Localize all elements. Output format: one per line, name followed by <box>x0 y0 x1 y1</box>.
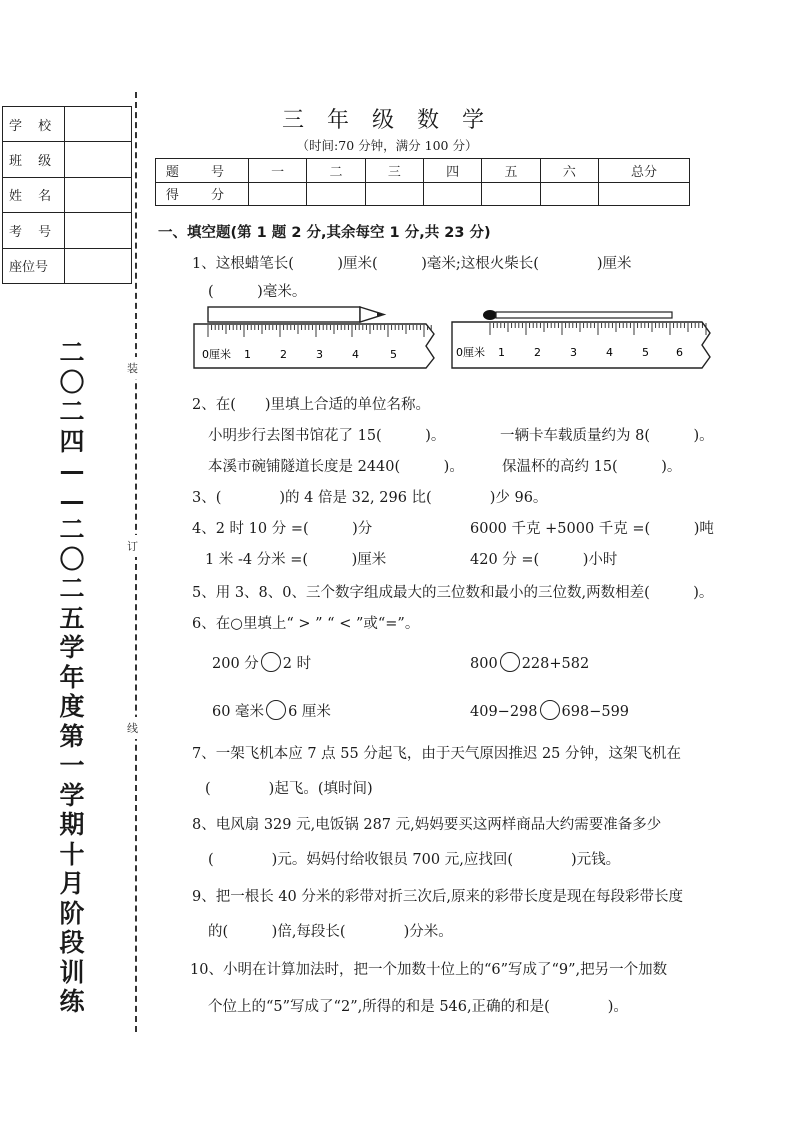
q6-a-right: 2 时 <box>282 656 312 672</box>
q6-c-left: 60 毫米 <box>212 704 265 720</box>
info-label-school: 学 校 <box>3 107 65 142</box>
match-ruler-figure <box>450 300 720 376</box>
q7-line2: ( )起飞。(填时间) <box>205 781 373 797</box>
vtitle-char: — <box>59 485 85 515</box>
score-row-label: 得 分 <box>156 182 249 206</box>
q2-item-b: 一辆卡车载质量约为 8( )。 <box>500 428 714 444</box>
q6-b-right: 228+582 <box>521 656 590 672</box>
vtitle-char: 年 <box>59 662 85 692</box>
vtitle-char: 度 <box>59 692 85 721</box>
q6-a-left: 200 分 <box>212 656 259 672</box>
compare-circle[interactable] <box>266 700 286 720</box>
q4-item-c: 1 米 -4 分米 =( )厘米 <box>205 552 387 568</box>
vtitle-char: 阶 <box>59 898 85 928</box>
binding-mark-ding: 订 <box>127 535 138 557</box>
ruler-label: 5 <box>642 346 649 359</box>
binding-dashed-line <box>135 92 137 1032</box>
q8-line2: ( )元。妈妈付给收银员 700 元,应找回( )元钱。 <box>208 852 621 868</box>
q7-line1: 7、一架飞机本应 7 点 55 分起飞，由于天气原因推迟 25 分钟，这架飞机在 <box>192 746 682 762</box>
score-header-label: 题 号 <box>156 159 249 183</box>
ruler-label: 3 <box>570 346 577 359</box>
q6-d-left: 409−298 <box>470 704 538 720</box>
crayon-icon <box>208 307 384 322</box>
ruler-body <box>194 324 434 368</box>
vtitle-char: 段 <box>59 928 85 957</box>
vtitle-char: 第 <box>59 721 85 751</box>
vtitle-char: 二 <box>59 515 85 544</box>
score-column-5: 五 <box>482 159 540 183</box>
vtitle-char: 〇 <box>59 367 85 397</box>
q4-item-d: 420 分 =( )小时 <box>470 552 618 568</box>
vtitle-char: 五 <box>59 603 85 633</box>
score-column-1: 一 <box>249 159 307 183</box>
q3: 3、( )的 4 倍是 32, 296 比( )少 96。 <box>192 490 548 506</box>
ruler-label: 4 <box>352 348 359 361</box>
q6-item-c <box>212 700 331 721</box>
vtitle-char: 期 <box>59 810 85 839</box>
score-cell[interactable] <box>540 182 598 206</box>
ruler-label: 2 <box>280 348 287 361</box>
compare-circle[interactable] <box>261 652 281 672</box>
ruler-label: 1 <box>244 348 251 361</box>
score-column-3: 三 <box>365 159 423 183</box>
vtitle-char: 一 <box>59 751 85 780</box>
vtitle-char: 练 <box>59 987 85 1016</box>
score-cell[interactable] <box>365 182 423 206</box>
page-subtitle: （时间:70 分钟，满分 100 分） <box>296 138 478 153</box>
vtitle-char: — <box>59 456 85 485</box>
q4-item-b: 6000 千克 +5000 千克 =( )吨 <box>470 521 714 537</box>
vertical-term-title <box>52 338 92 1017</box>
ruler-label: 0厘米 <box>456 346 485 359</box>
crayon-ruler-figure <box>192 300 442 376</box>
section1-title: 一、填空题(第 1 题 2 分,其余每空 1 分,共 23 分) <box>158 225 491 241</box>
ruler-label: 3 <box>316 348 323 361</box>
vtitle-char: 训 <box>59 957 85 987</box>
score-column-6: 六 <box>540 159 598 183</box>
q5: 5、用 3、8、0、三个数字组成最大的三位数和最小的三位数,两数相差( )。 <box>192 585 714 601</box>
info-label-exam-number: 考 号 <box>3 213 65 248</box>
q4-item-a: 4、2 时 10 分 =( )分 <box>192 521 373 537</box>
q10-line1: 10、小明在计算加法时，把一个加数十位上的“6”写成了“9”,把另一个加数 <box>190 962 668 978</box>
vtitle-char: 二 <box>59 338 85 367</box>
page-title: 三 年 级 数 学 <box>282 108 492 133</box>
vtitle-char: 学 <box>59 633 85 662</box>
vtitle-char: 四 <box>59 426 85 456</box>
vtitle-char: 学 <box>59 780 85 810</box>
vtitle-char: 〇 <box>59 544 85 574</box>
ruler-label: 5 <box>390 348 397 361</box>
vtitle-char: 二 <box>59 397 85 426</box>
score-cell-total[interactable] <box>599 182 690 206</box>
info-field-seat-number[interactable] <box>65 248 132 283</box>
q6-item-a <box>212 652 311 673</box>
compare-circle[interactable] <box>500 652 520 672</box>
q2-item-c: 本溪市碗铺隧道长度是 2440( )。 <box>208 459 464 475</box>
q10-line2: 个位上的“5”写成了“2”,所得的和是 546,正确的和是( )。 <box>208 999 628 1015</box>
q2-item-d: 保温杯的高约 15( )。 <box>502 459 682 475</box>
q6-item-d <box>470 700 629 720</box>
ruler-label: 4 <box>606 346 613 359</box>
q2-title: 2、在( )里填上合适的单位名称。 <box>192 397 431 413</box>
info-label-seat-number: 座位号 <box>3 248 65 283</box>
q1-line2: ( )毫米。 <box>208 284 307 300</box>
ruler-label: 6 <box>676 346 683 359</box>
ruler-label: 0厘米 <box>202 348 231 361</box>
score-table <box>155 158 690 206</box>
q8-line1: 8、电风扇 329 元,电饭锅 287 元,妈妈要买这两样商品大约需要准备多少 <box>192 817 662 833</box>
ruler-label: 2 <box>534 346 541 359</box>
binding-mark-xian: 线 <box>127 717 138 739</box>
score-column-4: 四 <box>423 159 481 183</box>
info-label-class: 班 级 <box>3 142 65 177</box>
binding-mark-zhuang: 装 <box>127 357 138 379</box>
q6-b-left: 800 <box>470 656 498 672</box>
score-cell[interactable] <box>249 182 307 206</box>
vtitle-char: 月 <box>59 869 85 898</box>
ruler-body <box>452 322 710 368</box>
q1-line1: 1、这根蜡笔长( )厘米( )毫米;这根火柴长( )厘米 <box>192 256 632 272</box>
vtitle-char: 二 <box>59 574 85 603</box>
q9-line1: 9、把一根长 40 分米的彩带对折三次后,原来的彩带长度是现在每段彩带长度 <box>192 889 684 905</box>
q2-item-a: 小明步行去图书馆花了 15( )。 <box>208 428 446 444</box>
info-label-name: 姓 名 <box>3 177 65 212</box>
score-cell[interactable] <box>307 182 365 206</box>
q6-c-right: 6 厘米 <box>288 704 331 720</box>
q9-line2: 的( )倍,每段长( )分米。 <box>208 924 453 940</box>
score-column-total: 总分 <box>599 159 690 183</box>
q6-title: 6、在○里填上“ > ” “ < ”或“=”。 <box>192 616 420 632</box>
score-cell[interactable] <box>423 182 481 206</box>
vtitle-char: 十 <box>59 839 85 869</box>
score-column-2: 二 <box>307 159 365 183</box>
q6-item-b <box>470 652 589 672</box>
ruler-label: 1 <box>498 346 505 359</box>
info-field-exam-number[interactable] <box>65 213 132 248</box>
q6-d-right: 698−599 <box>561 704 630 720</box>
match-icon <box>483 310 672 320</box>
compare-circle[interactable] <box>540 700 560 720</box>
score-cell[interactable] <box>482 182 540 206</box>
info-field-name[interactable] <box>65 177 132 212</box>
